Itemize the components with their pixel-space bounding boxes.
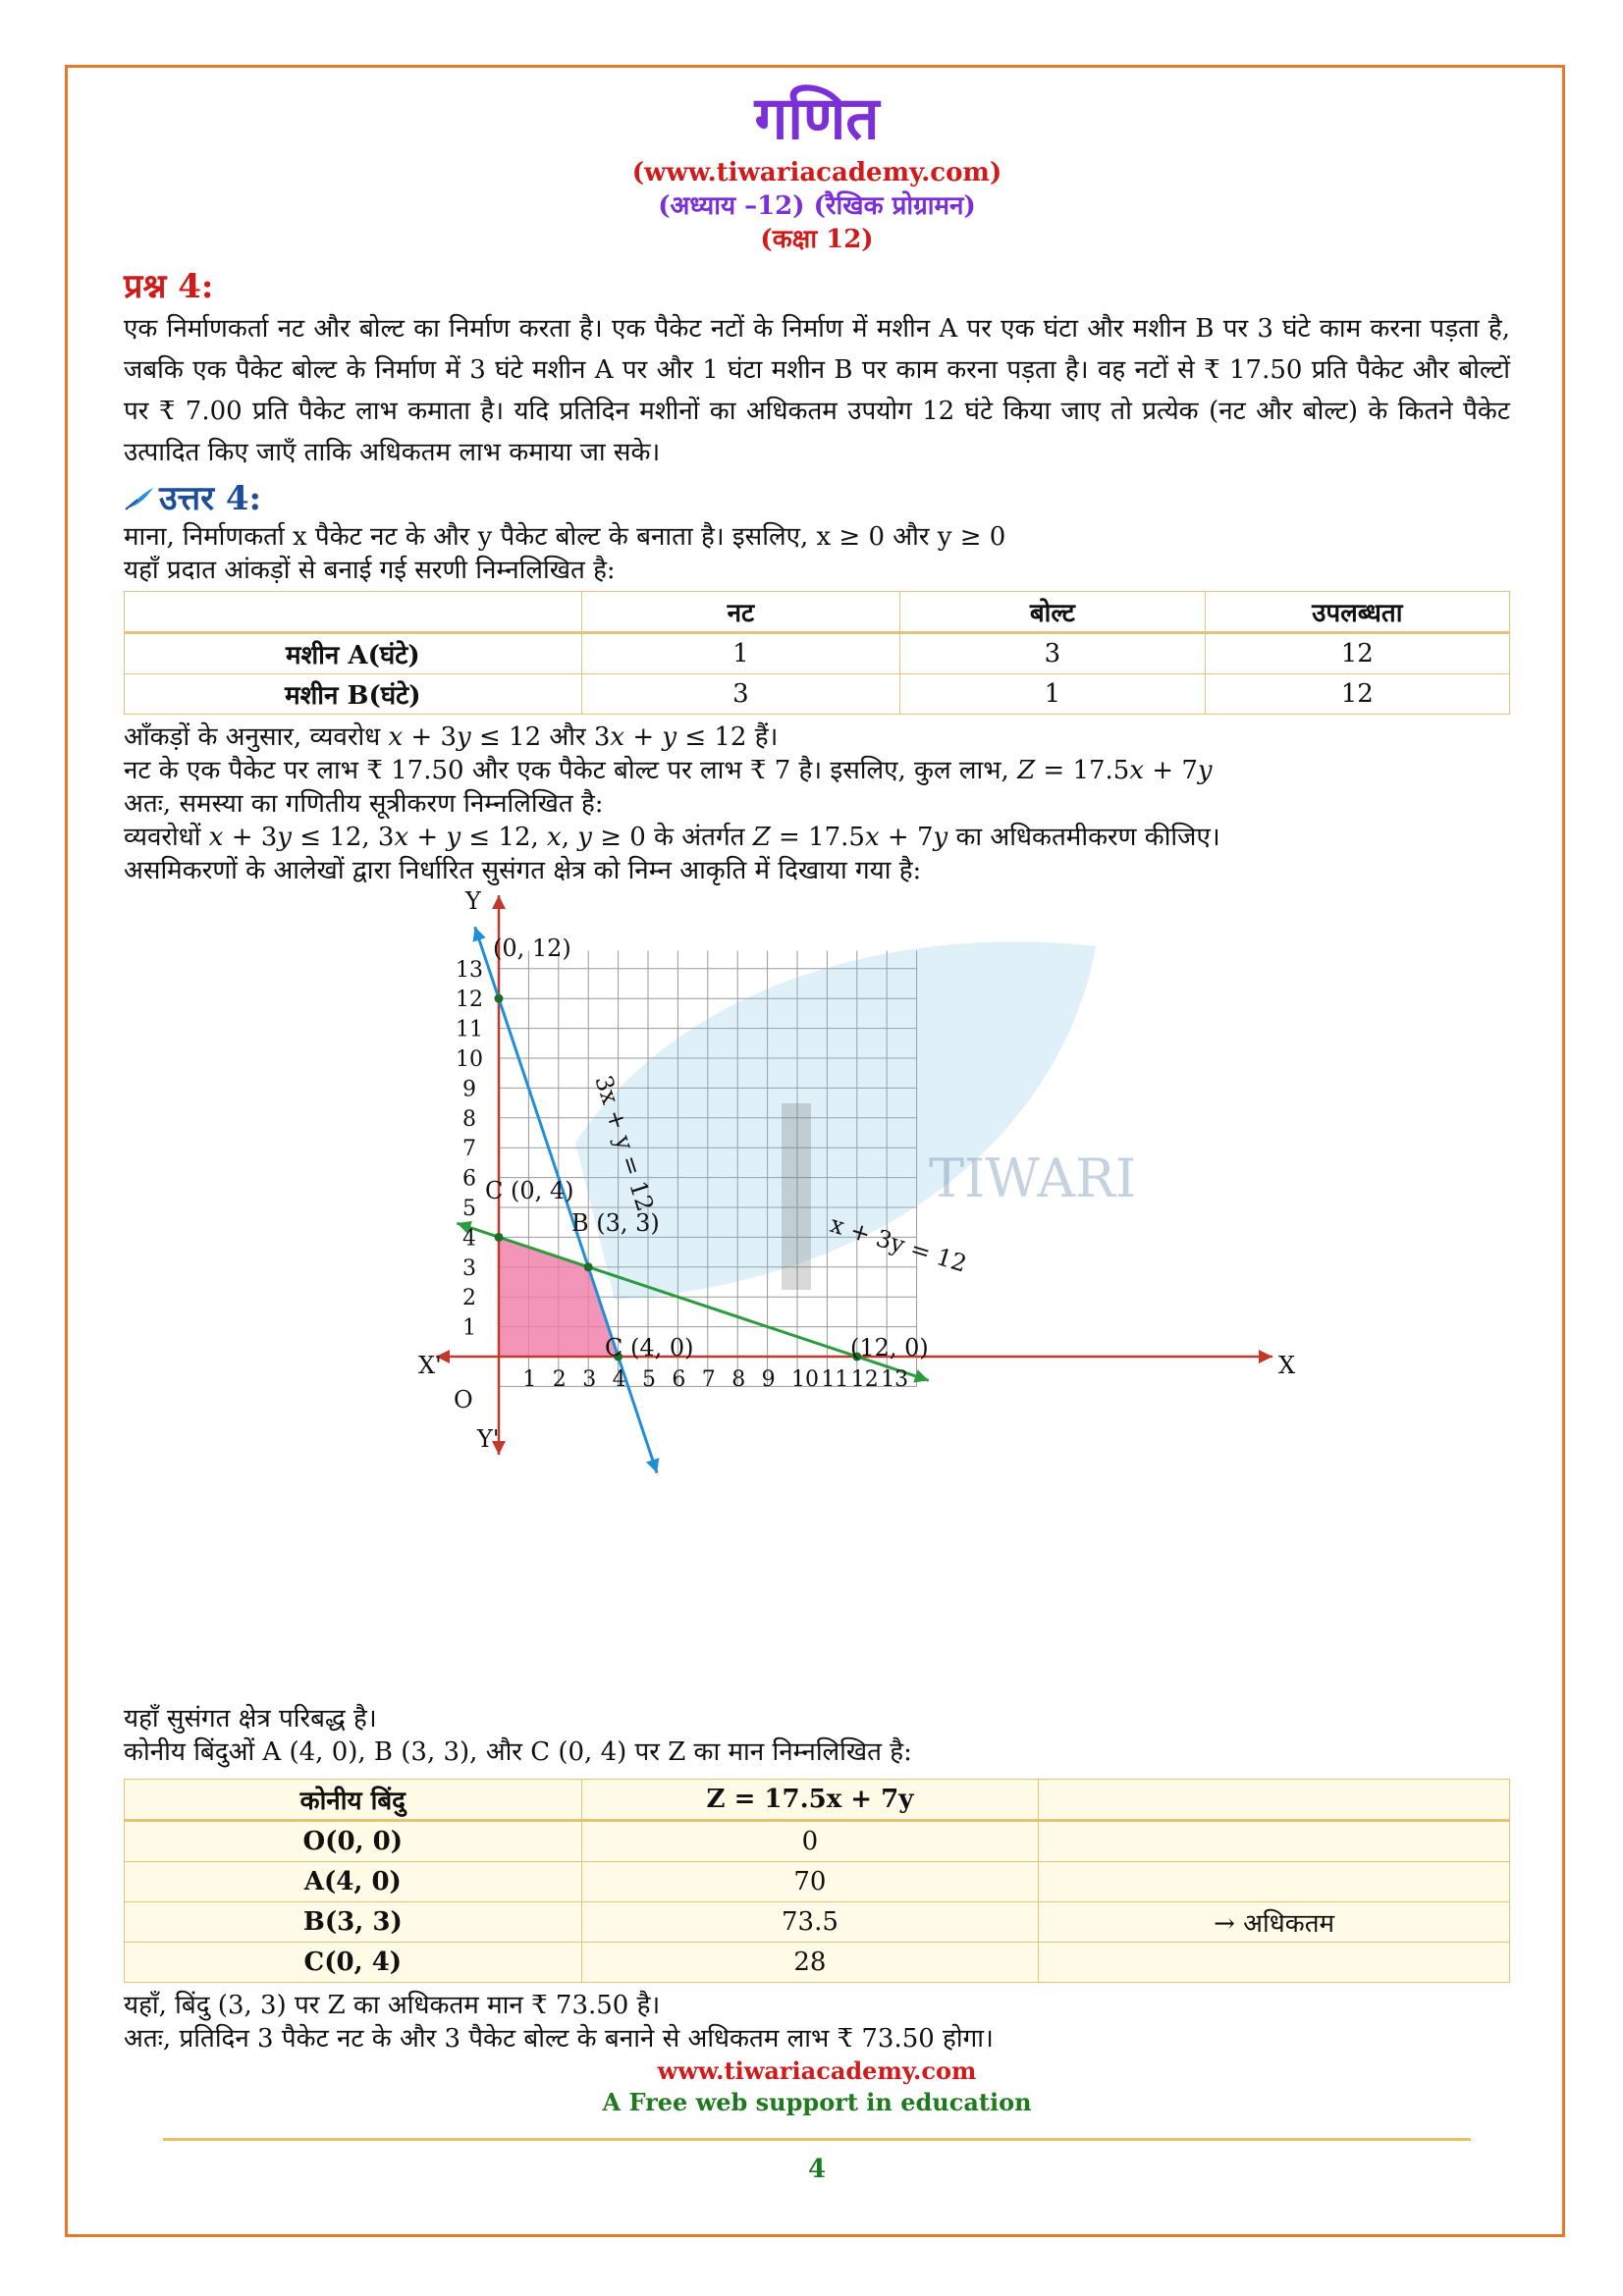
answer-line-11: अतः, प्रतिदिन 3 पैकेट नट के और 3 पैकेट बोल्ट के बनाने से अधिकतम लाभ ₹ 73.50 होगा। [124, 2024, 994, 2054]
table-cell: → अधिकतम [1039, 1902, 1510, 1943]
answer-line-10: यहाँ, बिंदु (3, 3) पर Z का अधिकतम मान ₹ 73.50 है। [124, 1991, 661, 2020]
axis-x-neg-label: X' [418, 1352, 442, 1379]
arrow-head [492, 895, 506, 909]
x-tick-label: 11 [821, 1367, 849, 1392]
y-tick-label: 9 [462, 1077, 476, 1102]
point-3-3-label: B (3, 3) [571, 1209, 660, 1237]
x-tick-label: 13 [881, 1367, 909, 1392]
table-cell: मशीन A(घंटे) [125, 633, 582, 674]
x-tick-label: 8 [731, 1367, 746, 1392]
table-cell: 3 [581, 674, 900, 715]
x-tick-label: 4 [612, 1367, 626, 1392]
table-row [125, 674, 1510, 715]
website-header[interactable]: (www.tiwariacademy.com) [631, 158, 1002, 187]
table-header-row [125, 592, 1510, 633]
watermark-leaf-icon [575, 941, 1096, 1300]
y-tick-label: 12 [456, 988, 483, 1013]
axis-x-label: X [1278, 1352, 1296, 1379]
x-tick-label: 6 [672, 1367, 686, 1392]
point-0-12-label: (0, 12) [493, 934, 571, 962]
table-row [125, 633, 1510, 674]
table-header-cell [125, 592, 582, 633]
question-text: एक निर्माणकर्ता नट और बोल्ट का निर्माण करता है। एक पैकेट नटों के निर्माण में मशीन A पर एक घंटा और मशीन B पर 3 घंटे काम करना पड़ता है, जबकि एक पैकेट बोल्ट के निर्माण में 3 घंटे मशीन A पर और 1 घंटा मशीन B पर काम करना पड़ता है। वह नटों से ₹ 17.50 प्रति पैकेट और बोल्टों पर ₹ 7.00 प्रति पैकेट लाभ कमाता है। यदि प्रतिदिन मशीनों का अधिकतम उपयोग 12 घंटे किया जाए तो प्रत्येक (नट और बोल्ट) के कितने पैकेट उत्पादित किए जाएँ ताकि अधिकतम लाभ कमाया जा सके। [124, 314, 1510, 467]
line-3x-y-label: 3x + y = 12 [589, 1072, 660, 1215]
table-header-cell: कोनीय बिंदु [125, 1780, 582, 1821]
page-title: गणित [754, 84, 880, 153]
table-cell: 73.5 [581, 1902, 1039, 1943]
origin-label: O [454, 1386, 473, 1414]
answer-line-4: नट के एक पैकेट पर लाभ ₹ 17.50 और एक पैकेट बोल्ट पर लाभ ₹ 7 है। इसलिए, कुल लाभ, 𝑍 = 17.5𝑥 + 7𝑦 [124, 756, 1213, 785]
y-tick-label: 6 [462, 1166, 476, 1192]
y-tick-label: 13 [456, 957, 483, 983]
table-cell: 1 [581, 633, 900, 674]
table-cell: 1 [900, 674, 1205, 715]
arrow-head [913, 1369, 928, 1382]
x-tick-label: 1 [522, 1367, 537, 1392]
point-marker [584, 1262, 593, 1271]
point-12-0-label: (12, 0) [850, 1334, 929, 1362]
y-tick-label: 10 [456, 1047, 483, 1072]
table-cell: A(4, 0) [125, 1862, 582, 1902]
line-x-3y-label: x + 3y = 12 [827, 1209, 970, 1278]
x-tick-label: 10 [791, 1367, 819, 1392]
y-tick-label: 4 [462, 1226, 476, 1252]
table-row [125, 1902, 1510, 1943]
answer-heading-row [124, 477, 1510, 520]
y-tick-label: 5 [462, 1197, 476, 1221]
point-marker [495, 1233, 504, 1242]
point-marker [495, 994, 504, 1003]
arrow-head [472, 927, 485, 941]
table-cell: 28 [581, 1943, 1039, 1983]
class-label: (कक्षा 12) [760, 225, 874, 254]
x-tick-label: 3 [582, 1367, 597, 1392]
answer-line-7: असमिकरणों के आलेखों द्वारा निर्धारित सुसंगत क्षेत्र को निम्न आकृति में दिखाया गया है: [124, 856, 922, 885]
answer-line-1: माना, निर्माणकर्ता x पैकेट नट के और y पैकेट बोल्ट के बनाता है। इसलिए, x ≥ 0 और y ≥ 0 [124, 522, 1006, 552]
table-cell: 3 [900, 633, 1205, 674]
table-row [125, 1862, 1510, 1902]
y-tick-labels [456, 958, 483, 1341]
arrow-head [1259, 1350, 1272, 1363]
answer-line-6: व्यवरोधों 𝑥 + 3𝑦 ≤ 12, 3𝑥 + 𝑦 ≤ 12, 𝑥, 𝑦 ≥ 0 के अंतर्गत 𝑍 = 17.5𝑥 + 7𝑦 का अधिकतमीकरण कीजिए। [124, 823, 1220, 852]
table-cell: B(3, 3) [125, 1902, 582, 1943]
table-cell [1039, 1862, 1510, 1902]
y-tick-label: 3 [462, 1255, 476, 1281]
table-row [125, 1821, 1510, 1862]
lpp-graph [124, 887, 1510, 1702]
graph-svg [418, 887, 1322, 1702]
table-cell [1039, 1821, 1510, 1862]
answer-line-3: आँकड़ों के अनुसार, व्यवरोध 𝑥 + 3𝑦 ≤ 12 और 3𝑥 + 𝑦 ≤ 12 हैं। [124, 722, 779, 752]
table-header-cell: उपलब्धता [1205, 592, 1509, 633]
footer-divider [163, 2138, 1471, 2141]
machine-time-table [124, 591, 1510, 715]
point-4-0-label: C (4, 0) [605, 1334, 694, 1362]
table-cell: 12 [1205, 633, 1509, 674]
corner-point-table [124, 1779, 1510, 1983]
table-row [125, 1943, 1510, 1983]
y-tick-label: 11 [456, 1017, 483, 1042]
table-cell: 0 [581, 1821, 1039, 1862]
table-cell: C(0, 4) [125, 1943, 582, 1983]
table-header-cell: नट [581, 592, 900, 633]
page-number: 4 [807, 2155, 827, 2184]
answer-heading: उत्तर 4: [159, 479, 262, 518]
y-tick-label: 8 [462, 1106, 476, 1132]
table-header-cell [1039, 1780, 1510, 1821]
axis-y-neg-label: Y' [477, 1425, 500, 1453]
y-tick-label: 7 [462, 1137, 476, 1162]
y-tick-label: 1 [462, 1315, 476, 1341]
question-heading: प्रश्न 4: [124, 267, 214, 306]
table-cell: मशीन B(घंटे) [125, 674, 582, 715]
table-header-cell: Z = 17.5x + 7y [581, 1780, 1039, 1821]
answer-line-9: कोनीय बिंदुओं A (4, 0), B (3, 3), और C (0, 4) पर Z का मान निम्नलिखित है: [124, 1737, 912, 1767]
watermark-text: TIWARI [929, 1148, 1137, 1209]
x-tick-label: 7 [701, 1367, 716, 1392]
x-tick-label: 2 [552, 1367, 567, 1392]
footer-tagline: A Free web support in education [602, 2088, 1032, 2116]
arrow-head [646, 1458, 659, 1472]
answer-line-8: यहाँ सुसंगत क्षेत्र परिबद्ध है। [124, 1704, 377, 1734]
point-0-4-label: C (0, 4) [485, 1177, 574, 1204]
table-cell: 70 [581, 1862, 1039, 1902]
answer-line-5: अतः, समस्या का गणितीय सूत्रीकरण निम्नलिखित है: [124, 789, 604, 819]
table-cell: 12 [1205, 674, 1509, 715]
table-header-cell: बोल्ट [900, 592, 1205, 633]
axis-y-label: Y [465, 887, 481, 915]
x-tick-label: 9 [761, 1367, 776, 1392]
x-tick-labels [522, 1367, 908, 1392]
table-cell: O(0, 0) [125, 1821, 582, 1862]
feather-icon [124, 486, 155, 511]
footer-website-link[interactable]: www.tiwariacademy.com [657, 2056, 977, 2085]
table-header-row [125, 1780, 1510, 1821]
chapter-title: (अध्याय –12) (रैखिक प्रोग्रामन) [658, 191, 976, 221]
y-tick-label: 2 [462, 1286, 476, 1311]
watermark-t-bar [782, 1103, 811, 1290]
answer-line-2: यहाँ प्रदात आंकड़ों से बनाई गई सरणी निम्नलिखित है: [124, 556, 616, 585]
page-content [124, 80, 1510, 2184]
x-tick-label: 12 [850, 1367, 879, 1392]
x-tick-label: 5 [642, 1367, 656, 1392]
table-cell [1039, 1943, 1510, 1983]
